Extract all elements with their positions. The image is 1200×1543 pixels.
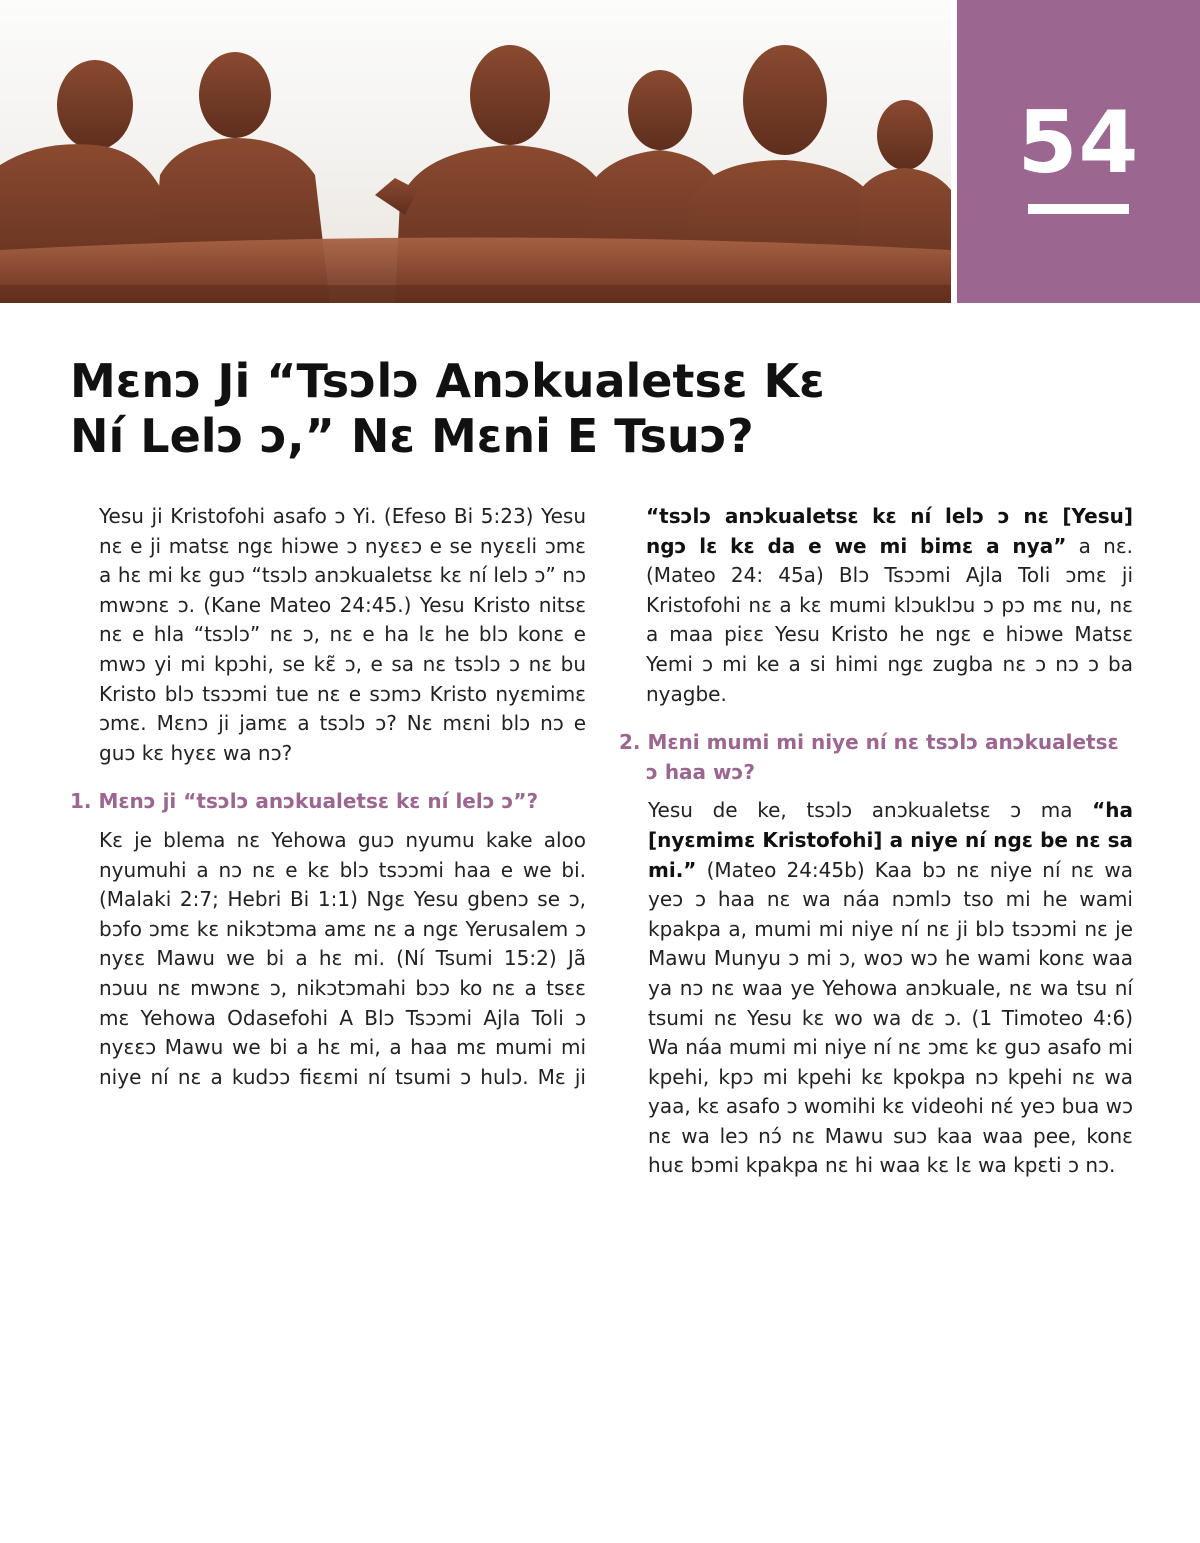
meeting-silhouette-illustration [0,0,951,303]
lesson-number: 54 [1017,93,1140,193]
question-2-body [619,796,1133,1181]
lesson-number-badge [957,0,1200,303]
question-2-bold-quote: “ha [nyɛmimɛ Kristofohi] a niye ní ngɛ be nɛ sa mi.” [648,798,1133,882]
question-1-heading: 1. Mɛnɔ ji “tsɔlɔ anɔkualetsɛ kɛ ní lelɔ ɔ”? [70,789,539,814]
question-2-text: Yesu de ke, tsɔlɔ anɔkualetsɛ ɔ ma [648,798,1093,823]
left-column [70,502,586,1092]
question-1-text: Kɛ je blema nɛ Yehowa guɔ nyumu kake aloo nyumuhi a nɔ nɛ e kɛ blɔ tsɔɔmi haa e we bi. (Malaki 2:7; Hebri Bi 1:1) Ngɛ Yesu gbenɔ se ɔ, bɔfo ɔmɛ kɛ nikɔtɔma amɛ nɛ a ngɛ Yerusalem ɔ nyɛɛ Mawu we bi a hɛ mi. (Ní Tsumi 15:2) Jã nɔuu nɛ mwɔnɛ ɔ, nikɔtɔmahi bɔɔ ko nɛ a tsɛɛ mɛ Yehowa Odasefohi A Blɔ Tsɔɔmi Ajla Toli ɔ nyɛɛɔ Mawu we bi a hɛ mi, a haa mɛ mumi mi niye ní nɛ a kudɔɔ fiɛɛmi ní tsumi ɔ hulɔ. Mɛ ji [99,827,586,1089]
question-1-body [70,826,586,1092]
intro-paragraph: Yesu ji Kristofohi asafo ɔ Yi. (Efeso Bi 5:23) Yesu nɛ e ji matsɛ ngɛ hiɔwe ɔ nyɛɛɔ e se nyɛɛli ɔmɛ a hɛ mi kɛ guɔ “tsɔlɔ anɔkualetsɛ kɛ ní lelɔ ɔ” nɔ mwɔnɛ ɔ. (Kane Mateo 24:45.) Yesu Kristo nitsɛ nɛ e hla “tsɔlɔ” nɛ ɔ, nɛ e ha lɛ he blɔ konɛ e mwɔ yi mi kpɔhi, se kɛ̃ ɔ, e sa nɛ tsɔlɔ ɔ nɛ bu Kristo blɔ tsɔɔmi tue nɛ e sɔmɔ Kristo nyɛmimɛ ɔmɛ. Mɛnɔ ji jamɛ a tsɔlɔ ɔ? Nɛ mɛni blɔ nɔ e guɔ kɛ hyɛɛ wa nɔ? [99,504,586,765]
question-1-bold-quote-continued: “tsɔlɔ anɔkualetsɛ kɛ ní lelɔ ɔ nɛ [Yesu] ngɔ lɛ kɛ da e we mi bimɛ a nya” [646,504,1133,558]
lesson-number-underline [1028,204,1129,214]
question-1-body-continued [619,502,1133,709]
question-2-heading: 2. Mɛni mumi mi niye ní nɛ tsɔlɔ anɔkualetsɛ ɔ haa wɔ? [619,730,1119,784]
question-1-text-after-continued: a nɛ. (Mateo 24: 45a) Blɔ Tsɔɔmi Ajla Toli ɔmɛ ji Kristofohi nɛ a kɛ mumi klɔuklɔu ɔ pɔ mɛ nu, nɛ a maa piɛɛ Yesu Kristo he ngɛ e hiɔwe Matsɛ Yemi ɔ mi ke a si himi ngɛ zugba nɛ ɔ nɔ ɔ ba nyagbe. [646,533,1133,706]
right-column [619,502,1133,1181]
page-title: Mɛnɔ Ji “Tsɔlɔ Anɔkualetsɛ Kɛ Ní Lelɔ ɔ,” Nɛ Mɛni E Tsuɔ? [70,354,825,463]
hero-photo [0,0,951,303]
question-2-text-after: (Mateo 24:45b) Kaa bɔ nɛ niye ní nɛ wa yeɔ ɔ haa nɛ wa náa nɔmlɔ tso mi he wami kpakpa a, mumi mi niye ní nɛ ji blɔ tsɔɔmi nɛ je Mawu Munyu ɔ mi ɔ, woɔ wɔ he wami konɛ waa ya nɔ nɛ waa ye Yehowa anɔkuale, nɛ wa tsu ní tsumi nɛ Yesu kɛ wo wa dɛ ɔ. (1 Timoteo 4:6) Wa náa mumi mi niye ní nɛ ɔmɛ kɛ guɔ asafo mi kpehi, kpɔ mi kpehi kɛ kpokpa nɔ kpehi nɛ wa yaa, kɛ asafo ɔ womihi kɛ videohi nɛ́ yeɔ bua wɔ nɛ wa leɔ nɔ́ nɛ Mawu suɔ kaa waa pee, konɛ huɛ bɔmi kpakpa nɛ hi waa kɛ lɛ wa kpɛti ɔ nɔ. [648,857,1133,1178]
